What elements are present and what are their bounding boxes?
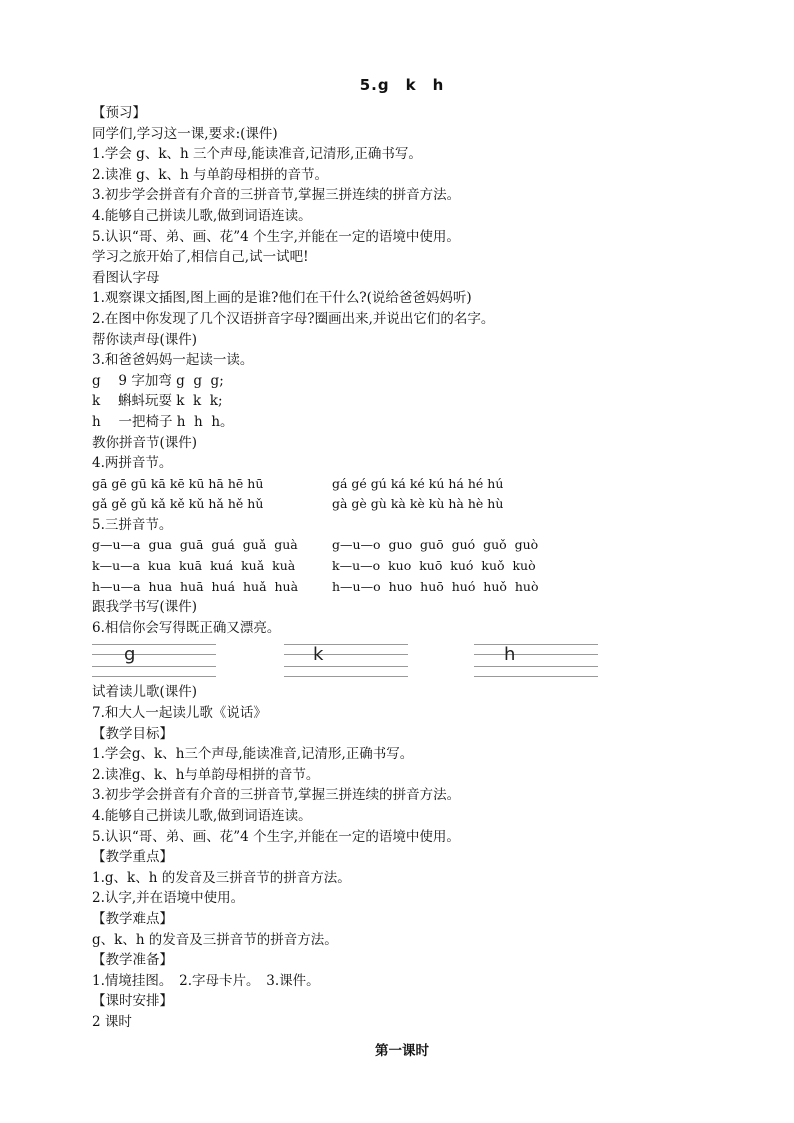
syllable-row xyxy=(92,535,712,556)
text-line: 4.能够自己拼读儿歌,做到词语连读。 xyxy=(92,207,312,224)
syllable-group: gá gé gú ká ké kú há hé hú xyxy=(332,475,504,491)
text-line: 4.两拼音节。 xyxy=(92,455,173,472)
text-line: 6.相信你会写得既正确又漂亮。 xyxy=(92,619,281,636)
objectives-section xyxy=(92,682,712,1032)
syllable-row xyxy=(92,494,712,515)
syllable-group: k—u—a kua kuā kuá kuǎ kuà xyxy=(92,558,296,574)
text-line: 【教学重点】 xyxy=(92,849,173,866)
text-line: 5.三拼音节。 xyxy=(92,516,173,533)
syllable-group: gà gè gù kà kè kù hà hè hù xyxy=(332,496,504,512)
writing-grid-h xyxy=(474,642,598,678)
writing-grid-k xyxy=(284,642,408,678)
three-spell-syllables xyxy=(92,535,712,597)
writing-letter: g xyxy=(124,644,136,666)
writing-grids xyxy=(92,642,598,680)
document-page xyxy=(92,74,712,1059)
text-line: 【预习】 xyxy=(92,105,146,121)
writing-grid-g xyxy=(92,642,216,678)
text-line: 【教学目标】 xyxy=(92,725,173,742)
text-line: 3.初步学会拼音有介音的三拼音节,掌握三拼连续的拼音方法。 xyxy=(92,787,461,804)
syllable-row xyxy=(92,556,712,577)
text-line: 试着读儿歌(课件) xyxy=(92,684,198,701)
text-line: 2.读准g、k、h与单韵母相拼的音节。 xyxy=(92,766,320,783)
text-line: 看图认字母 xyxy=(92,269,160,286)
lesson-title: 5.g k h xyxy=(359,76,445,94)
text-line: 1.情境挂图。 2.字母卡片。 3.课件。 xyxy=(92,972,320,989)
text-line: 2.认字,并在语境中使用。 xyxy=(92,890,245,907)
syllable-group: gā gē gū kā kē kū hā hē hū xyxy=(92,475,264,491)
text-line: 5.认识“哥、弟、画、花”4 个生字,并能在一定的语境中使用。 xyxy=(92,828,460,845)
syllable-group: gǎ gě gǔ kǎ kě kǔ hǎ hě hǔ xyxy=(92,496,264,512)
text-line: g、k、h 的发音及三拼音节的拼音方法。 xyxy=(92,931,338,948)
text-line: 1.学会g、k、h三个声母,能读准音,记清形,正确书写。 xyxy=(92,746,414,763)
text-line: 1.观察课文插图,图上画的是谁?他们在干什么?(说给爸爸妈妈听) xyxy=(92,290,472,307)
text-line: 3.初步学会拼音有介音的三拼音节,掌握三拼连续的拼音方法。 xyxy=(92,187,461,204)
text-line: 3.和爸爸妈妈一起读一读。 xyxy=(92,352,254,369)
text-line: 2 课时 xyxy=(92,1013,132,1030)
syllable-group: g—u—a gua guā guá guǎ guà xyxy=(92,537,298,553)
syllable-group: k—u—o kuo kuō kuó kuǒ kuò xyxy=(332,558,536,574)
text-line: 学习之旅开始了,相信自己,试一试吧! xyxy=(92,249,309,266)
section-subtitle: 第一课时 xyxy=(375,1042,429,1059)
text-line: 1.学会 g、k、h 三个声母,能读准音,记清形,正确书写。 xyxy=(92,146,422,163)
syllable-row xyxy=(92,474,712,495)
text-line: 【教学准备】 xyxy=(92,952,173,969)
text-line: k 蝌蚪玩耍 k k k; xyxy=(92,393,223,410)
text-line: 【教学难点】 xyxy=(92,910,173,927)
syllable-group: h—u—a hua huā huá huǎ huà xyxy=(92,578,299,594)
text-line: 7.和大人一起读儿歌《说话》 xyxy=(92,705,267,722)
text-line: 4.能够自己拼读儿歌,做到词语连读。 xyxy=(92,808,312,824)
text-line: 2.读准 g、k、h 与单韵母相拼的音节。 xyxy=(92,166,328,183)
text-line: h 一把椅子 h h h。 xyxy=(92,413,234,430)
syllable-group: g—u—o guo guō guó guǒ guò xyxy=(332,537,539,553)
text-line: 教你拼音节(课件) xyxy=(92,434,198,451)
text-line: g 9 字加弯 g g g; xyxy=(92,372,224,389)
writing-letter: k xyxy=(313,644,324,666)
text-line: 同学们,学习这一课,要求:(课件) xyxy=(92,125,278,142)
syllable-row xyxy=(92,577,712,598)
two-spell-syllables xyxy=(92,474,712,515)
text-line: 5.认识“哥、弟、画、花”4 个生字,并能在一定的语境中使用。 xyxy=(92,228,460,245)
preview-section xyxy=(92,103,712,474)
text-line: 跟我学书写(课件) xyxy=(92,599,198,616)
syllable-group: h—u—o huo huō huó huǒ huò xyxy=(332,578,539,594)
text-line: 2.在图中你发现了几个汉语拼音字母?圈画出来,并说出它们的名字。 xyxy=(92,310,495,327)
text-line: 【课时安排】 xyxy=(92,993,173,1010)
writing-letter: h xyxy=(504,644,516,666)
text-line: 1.g、k、h 的发音及三拼音节的拼音方法。 xyxy=(92,869,351,886)
text-line: 帮你读声母(课件) xyxy=(92,331,198,348)
